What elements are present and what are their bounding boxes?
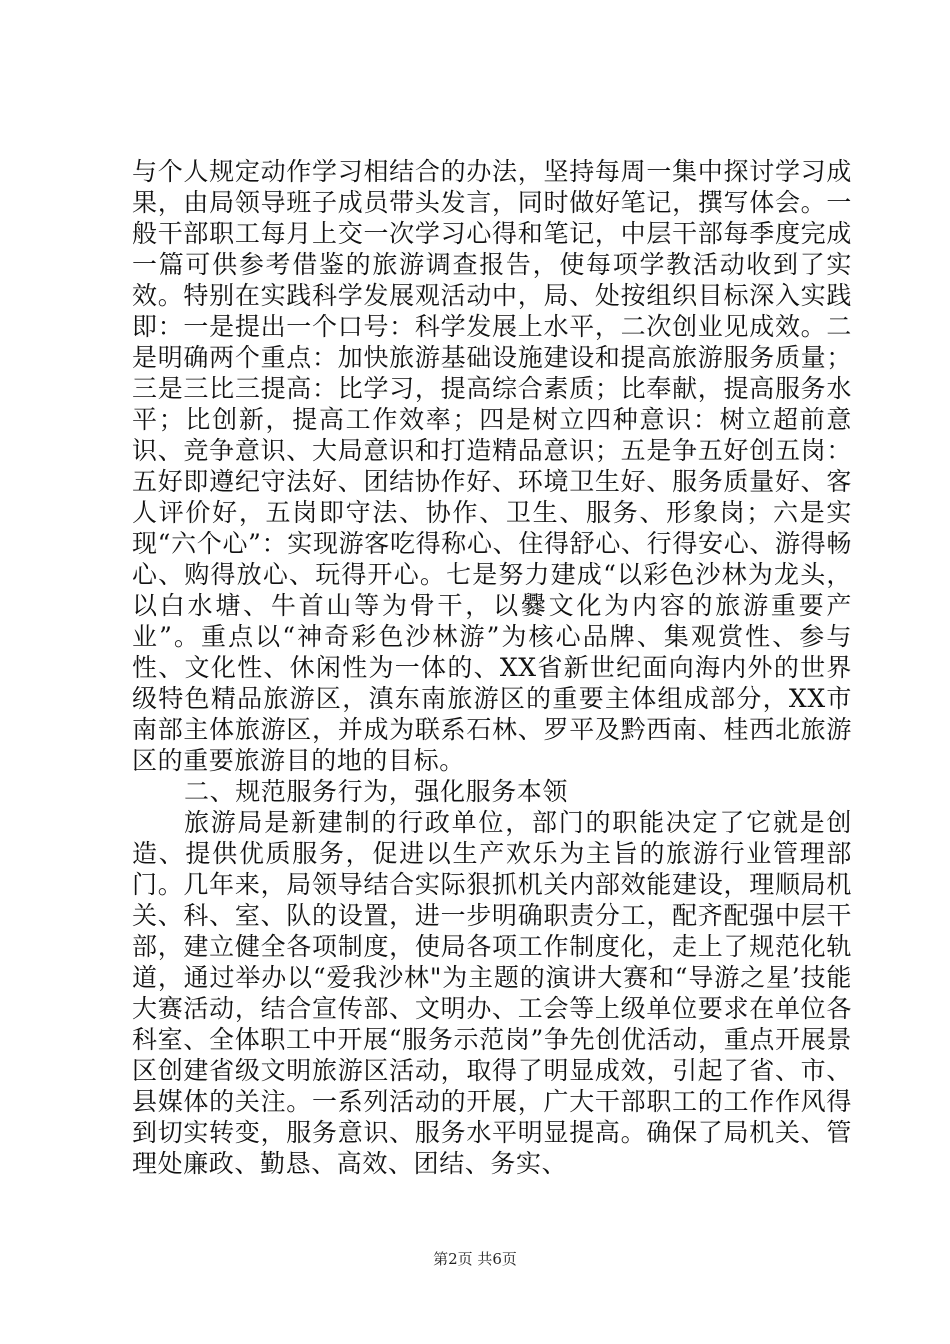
paragraph-continuation: 与个人规定动作学习相结合的办法，坚持每周一集中探讨学习成果，由局领导班子成员带头发言，同时做好笔记，撰写体会。一般干部职工每月上交一次学习心得和笔记，中层干部每季度完成一篇可供参考借鉴的旅游调查报告，使每项学教活动收到了实效。特别在实践科学发展观活动中，局、处按组织目标深入实践即：一是提出一个口号：科学发展上水平，二次创业见成效。二是明确两个重点：加快旅游基础设施建设和提高旅游服务质量；三是三比三提高：比学习，提高综合素质；比奉献，提高服务水平；比创新，提高工作效率；四是树立四种意识：树立超前意识、竞争意识、大局意识和打造精品意识；五是争五好创五岗：五好即遵纪守法好、团结协作好、环境卫生好、服务质量好、客人评价好，五岗即守法、协作、卫生、服务、形象岗；六是实现“六个心”：实现游客吃得称心、住得舒心、行得安心、游得畅心、购得放心、玩得开心。七是努力建成“以彩色沙林为龙头，以白水塘、牛首山等为骨干，以爨文化为内容的旅游重要产业”。重点以“神奇彩色沙林游”为核心品牌、集观赏性、参与性、文化性、休闲性为一体的、XX省新世纪面向海内外的世界级特色精品旅游区，滇东南旅游区的重要主体组成部分，XX市南部主体旅游区，并成为联系石林、罗平及黔西南、桂西北旅游区的重要旅游目的地的目标。 xyxy=(132,157,852,775)
paragraph-indented: 旅游局是新建制的行政单位，部门的职能决定了它就是创造、提供优质服务，促进以生产欢乐为主旨的旅游行业管理部门。几年来，局领导结合实际狠抓机关内部效能建设，理顺局机关、科、室、队的设置，进一步明确职责分工，配齐配强中层干部，建立健全各项制度，使局各项工作制度化，走上了规范化轨道，通过举办以“爱我沙林"为主题的演讲大赛和“导游之星’技能大赛活动，结合宣传部、文明办、工会等上级单位要求在单位各科室、全体职工中开展“服务示范岗”争先创优活动，重点开展景区创建省级文明旅游区活动，取得了明显成效，引起了省、市、县媒体的关注。一系列活动的开展，广大干部职工的工作作风得到切实转变，服务意识、服务水平明显提高。确保了局机关、管理处廉政、勤恳、高效、团结、务实、 xyxy=(132,808,852,1178)
section-heading: 二、规范服务行为，强化服务本领 xyxy=(184,777,569,806)
page-number-footer: 第2页 共6页 xyxy=(433,1250,517,1268)
document-body xyxy=(132,156,852,1179)
